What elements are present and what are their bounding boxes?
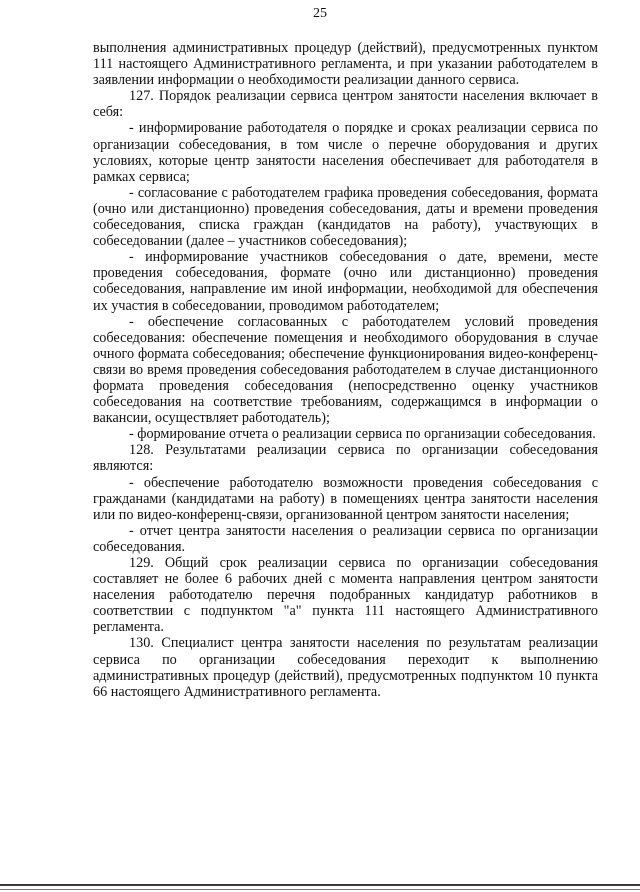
- paragraph-128: 128. Результатами реализации сервиса по организации собеседования являются:: [93, 442, 598, 475]
- list-item-result-opportunity: - обеспечение работодателю возможности проведения собеседования с гражданами (кандидатами на работу) в помещениях центра занятости населения или по видео-конференц-связи, организованной центром занятости населения;: [93, 474, 598, 523]
- list-item-report: - формирование отчета о реализации сервиса по организации собеседования.: [129, 426, 596, 443]
- paragraph-127: 127. Порядок реализации сервиса центром занятости населения включает в себя:: [93, 88, 598, 121]
- document-body: [93, 40, 598, 700]
- list-item-inform-employer: - информирование работодателя о порядке и сроках реализации сервиса по организации собеседования, в том числе о перечне оборудования и других условиях, которые центр занятости населения обеспечивает для работодателя в рамках сервиса;: [93, 120, 598, 185]
- paragraph-130: 130. Специалист центра занятости населения по результатам реализации сервиса по организации собеседования переходит к выполнению административных процедур (действий), предусмотренных подпунктом 10 пункта 66 настоящего Административного регламента.: [93, 635, 598, 700]
- scan-edge-line-secondary: [0, 889, 640, 890]
- list-item-inform-participants: - информирование участников собеседования о дате, времени, месте проведения собеседования, формате (очно или дистанционно) проведения собеседования, направление им иной информации, необходимой для обеспечения их участия в собеседовании, проводимом работодателем;: [93, 249, 598, 314]
- page-number: 25: [313, 6, 327, 21]
- list-item-result-report: - отчет центра занятости населения о реализации сервиса по организации собеседования.: [93, 522, 598, 555]
- paragraph-continuation: выполнения административных процедур (действий), предусмотренных пунктом 111 настоящего Административного регламента, и при указании работодателем в заявлении информации о необходимости реализации данного сервиса.: [93, 40, 598, 89]
- paragraph-129: 129. Общий срок реализации сервиса по организации собеседования составляет не более 6 рабочих дней с момента направления центром занятости населения работодателю перечня подобранных кандидатур работников в соответствии с подпунктом "а" пункта 111 настоящего Административного регламента.: [93, 555, 598, 636]
- list-item-agree-schedule: - согласование с работодателем графика проведения собеседования, формата (очно или дистанционно) проведения собеседования, даты и времени проведения собеседования, списка граждан (кандидатов на работу), участвующих в собеседовании (далее – участников собеседования);: [93, 184, 598, 250]
- scan-edge-line: [0, 884, 640, 886]
- list-item-provide-conditions: - обеспечение согласованных с работодателем условий проведения собеседования: обеспечение помещения и необходимого оборудования в случае очного формата собеседования; обеспечение функционирования видео-конференц-связи во время проведения собеседования работодателем в случае дистанционного формата проведения собеседования (непосредственно оценку участников собеседования на соответствие требованиям, содержащимся в информации о вакансии, осуществляет работодатель);: [93, 313, 598, 427]
